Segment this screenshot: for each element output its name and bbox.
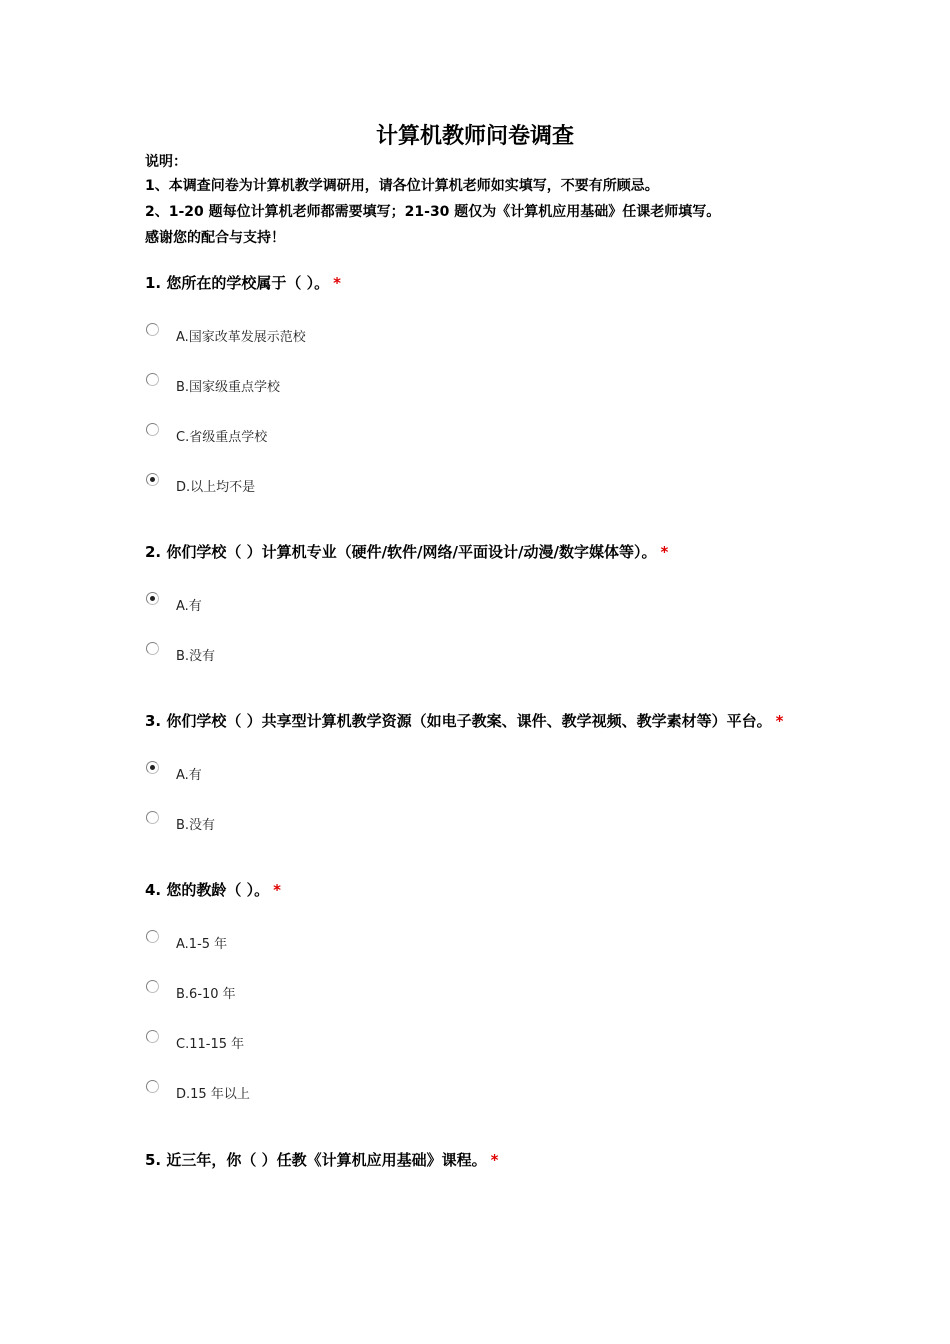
option-label: B.没有 (176, 649, 216, 664)
question-1-option-a[interactable] (145, 323, 545, 351)
option-label: C.省级重点学校 (176, 430, 268, 445)
radio-button[interactable] (146, 423, 159, 436)
question-4-option-a[interactable] (145, 930, 545, 958)
question-text: 4. 您的教龄（ ）。 (145, 881, 270, 899)
radio-button[interactable] (146, 930, 159, 943)
option-label: A.有 (176, 768, 202, 783)
question-1-option-b[interactable] (145, 373, 545, 401)
question-3-option-b[interactable] (145, 811, 545, 839)
required-mark: * (775, 712, 784, 730)
radio-button-checked[interactable] (146, 473, 159, 486)
question-1-option-d[interactable] (145, 473, 545, 501)
radio-button[interactable] (146, 1080, 159, 1093)
intro-line-2: 2、1-20 题每位计算机老师都需要填写；21-30 题仅为《计算机应用基础》任课老师填写。 (145, 204, 721, 220)
intro-thanks: 感谢您的配合与支持！ (145, 230, 285, 246)
question-2-option-a[interactable] (145, 592, 545, 620)
radio-button[interactable] (146, 1030, 159, 1043)
required-mark: * (273, 881, 281, 899)
radio-button[interactable] (146, 811, 159, 824)
question-3-title (145, 710, 783, 732)
radio-button-checked[interactable] (146, 592, 159, 605)
option-label: D.15 年以上 (176, 1087, 250, 1102)
option-label: D.以上均不是 (176, 480, 256, 495)
intro-line-1: 1、本调查问卷为计算机教学调研用，请各位计算机老师如实填写，不要有所顾忌。 (145, 178, 659, 194)
question-3-option-a[interactable] (145, 761, 545, 789)
required-mark: * (660, 543, 669, 561)
question-4-title (145, 879, 281, 901)
question-text: 3. 你们学校（ ）共享型计算机教学资源（如电子教案、课件、教学视频、教学素材等）平台。 (145, 712, 772, 730)
radio-button-checked[interactable] (146, 761, 159, 774)
radio-button[interactable] (146, 323, 159, 336)
option-label: B.没有 (176, 818, 216, 833)
question-text: 2. 你们学校（ ）计算机专业（硬件/软件/网络/平面设计/动漫/数字媒体等）。 (145, 543, 657, 561)
question-4-option-d[interactable] (145, 1080, 545, 1108)
question-1-title (145, 272, 341, 294)
option-label: A.1-5 年 (176, 937, 228, 952)
page-title: 计算机教师问卷调查 (375, 124, 574, 149)
option-label: A.有 (176, 599, 202, 614)
intro-heading: 说明： (145, 154, 187, 170)
option-label: B.6-10 年 (176, 987, 236, 1002)
question-4-option-b[interactable] (145, 980, 545, 1008)
question-text: 5. 近三年，你（ ）任教《计算机应用基础》课程。 (145, 1151, 487, 1169)
radio-button[interactable] (146, 980, 159, 993)
question-1-option-c[interactable] (145, 423, 545, 451)
question-5-title (145, 1149, 498, 1171)
option-label: A.国家改革发展示范校 (176, 330, 306, 345)
question-4-option-c[interactable] (145, 1030, 545, 1058)
question-2-title (145, 541, 668, 563)
question-text: 1. 您所在的学校属于（ ）。 (145, 274, 330, 292)
question-2-option-b[interactable] (145, 642, 545, 670)
option-label: B.国家级重点学校 (176, 380, 281, 395)
required-mark: * (490, 1151, 499, 1169)
required-mark: * (333, 274, 341, 292)
option-label: C.11-15 年 (176, 1037, 245, 1052)
radio-button[interactable] (146, 642, 159, 655)
radio-button[interactable] (146, 373, 159, 386)
